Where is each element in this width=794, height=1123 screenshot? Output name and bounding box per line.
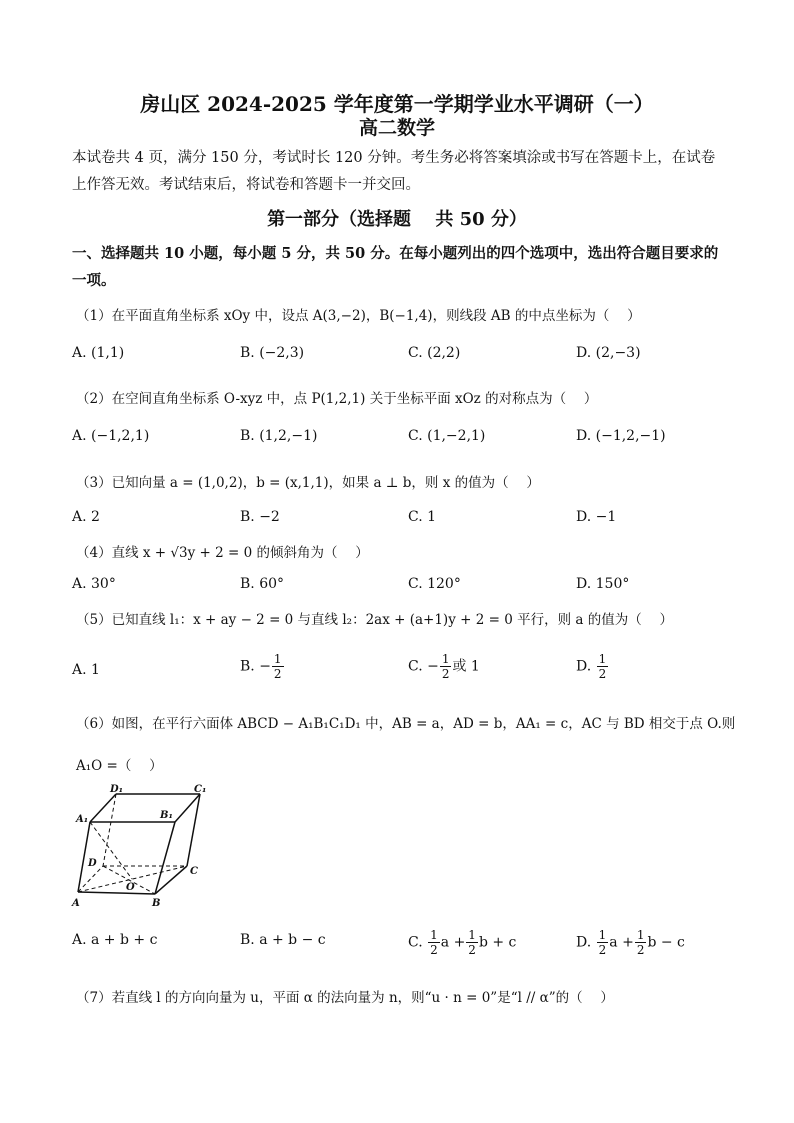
label-c: C bbox=[190, 866, 198, 877]
edge-cb bbox=[155, 866, 187, 894]
option-a: A. (1,1) bbox=[72, 345, 125, 361]
fraction-numerator: 1 bbox=[468, 928, 476, 942]
label-d: D bbox=[88, 858, 97, 869]
fraction-denominator: 2 bbox=[441, 667, 450, 681]
question-3: （3）已知向量 a = (1,0,2)，b = (x,1,1)，如果 a ⊥ b，则 x 的值为（ ） bbox=[76, 475, 540, 491]
fraction-half bbox=[440, 652, 452, 681]
edge-b1b bbox=[155, 822, 175, 894]
option-c-term-2: b + c bbox=[478, 934, 517, 951]
option-b: B. (−2,3) bbox=[240, 345, 305, 361]
fraction-denominator: 2 bbox=[468, 943, 476, 957]
option-b bbox=[240, 652, 285, 681]
option-d-term-2: b − c bbox=[647, 934, 685, 951]
option-c bbox=[408, 652, 480, 681]
fraction-numerator: 1 bbox=[598, 928, 607, 942]
fraction-numerator: 1 bbox=[273, 652, 282, 666]
option-a: A. a + b + c bbox=[72, 932, 158, 948]
option-a: A. (−1,2,1) bbox=[72, 428, 150, 444]
fraction-half bbox=[597, 928, 609, 957]
fraction-half bbox=[428, 928, 440, 957]
edge-ab bbox=[78, 892, 155, 894]
option-c: C. 1 bbox=[408, 509, 437, 525]
label-b1: B₁ bbox=[160, 810, 173, 821]
label-a: A bbox=[72, 898, 80, 909]
option-d: D. (2,−3) bbox=[576, 345, 641, 361]
option-d-prefix: D. bbox=[576, 934, 596, 951]
option-b: B. 60° bbox=[240, 576, 285, 592]
option-d: D. 150° bbox=[576, 576, 630, 592]
question-7: （7）若直线 l 的方向向量为 u，平面 α 的法向量为 n，则“u · n = 0”是“l // α”的（ ） bbox=[76, 990, 614, 1006]
label-b: B bbox=[152, 898, 161, 909]
option-b: B. −2 bbox=[240, 509, 280, 525]
option-c: C. 120° bbox=[408, 576, 461, 592]
exam-notice: 本试卷共 4 页，满分 150 分，考试时长 120 分钟。考生务必将答案填涂或书写在答题卡上，在试卷上作答无效。考试结束后，将试卷和答题卡一并交回。 bbox=[72, 150, 716, 193]
option-b-prefix: B. − bbox=[240, 658, 271, 675]
label-d1: D₁ bbox=[110, 784, 124, 795]
question-5: （5）已知直线 l₁：x + ay − 2 = 0 与直线 l₂：2ax + (a+1)y + 2 = 0 平行，则 a 的值为（ ） bbox=[76, 612, 674, 628]
section-heading: 一、选择题共 10 小题，每小题 5 分，共 50 分。在每小题列出的四个选项中，选出符合题目要求的一项。 bbox=[72, 245, 719, 289]
option-c-prefix: C. − bbox=[408, 658, 439, 675]
option-c-prefix: C. bbox=[408, 934, 428, 951]
question-2: （2）在空间直角坐标系 O-xyz 中，点 P(1,2,1) 关于坐标平面 xOz 的对称点为（ ） bbox=[76, 391, 598, 407]
fraction-denominator: 2 bbox=[430, 943, 438, 957]
option-a: A. 2 bbox=[72, 509, 100, 525]
option-d-term-1: a + bbox=[609, 934, 634, 951]
option-c: C. (1,−2,1) bbox=[408, 428, 486, 444]
subject-title: 高二数学 bbox=[358, 117, 435, 139]
option-a: A. 30° bbox=[72, 576, 116, 592]
exam-title: 房山区 2024-2025 学年度第一学期学业水平调研（一） bbox=[140, 92, 654, 116]
option-d: D. (−1,2,−1) bbox=[576, 428, 666, 444]
fraction-half bbox=[466, 928, 478, 957]
label-a1: A₁ bbox=[76, 814, 89, 825]
option-b: B. a + b − c bbox=[240, 932, 326, 948]
option-c-suffix: 或 1 bbox=[452, 658, 480, 675]
option-b: B. (1,2,−1) bbox=[240, 428, 318, 444]
fraction-half bbox=[597, 652, 609, 681]
option-d bbox=[576, 928, 685, 957]
option-d bbox=[576, 652, 609, 681]
option-d-prefix: D. bbox=[576, 658, 596, 675]
fraction-numerator: 1 bbox=[598, 652, 607, 666]
part-title: 第一部分（选择题 共 50 分） bbox=[267, 209, 527, 230]
option-c: C. (2,2) bbox=[408, 345, 461, 361]
label-o: O bbox=[126, 882, 135, 893]
option-a: A. 1 bbox=[72, 662, 100, 678]
parallelepiped-figure bbox=[70, 782, 210, 910]
option-c bbox=[408, 928, 516, 957]
fraction-numerator: 1 bbox=[441, 652, 450, 666]
label-c1: C₁ bbox=[194, 784, 207, 795]
question-6-line2: A₁O =（ ） bbox=[76, 758, 163, 774]
fraction-half bbox=[272, 652, 284, 681]
question-1: （1）在平面直角坐标系 xOy 中，设点 A(3,−2)，B(−1,4)，则线段 AB 的中点坐标为（ ） bbox=[76, 308, 641, 324]
fraction-denominator: 2 bbox=[598, 667, 607, 681]
fraction-half bbox=[635, 928, 647, 957]
fraction-denominator: 2 bbox=[598, 943, 607, 957]
fraction-denominator: 2 bbox=[636, 943, 645, 957]
fraction-denominator: 2 bbox=[273, 667, 282, 681]
fraction-numerator: 1 bbox=[430, 928, 438, 942]
edge-c1c bbox=[187, 794, 200, 866]
option-d: D. −1 bbox=[576, 509, 617, 525]
question-6: （6）如图，在平行六面体 ABCD − A₁B₁C₁D₁ 中，AB = a，AD = b，AA₁ = c，AC 与 BD 相交于点 O.则 bbox=[76, 716, 736, 732]
option-c-term-1: a + bbox=[440, 934, 466, 951]
fraction-numerator: 1 bbox=[636, 928, 645, 942]
question-4: （4）直线 x + √3y + 2 = 0 的倾斜角为（ ） bbox=[76, 545, 369, 561]
